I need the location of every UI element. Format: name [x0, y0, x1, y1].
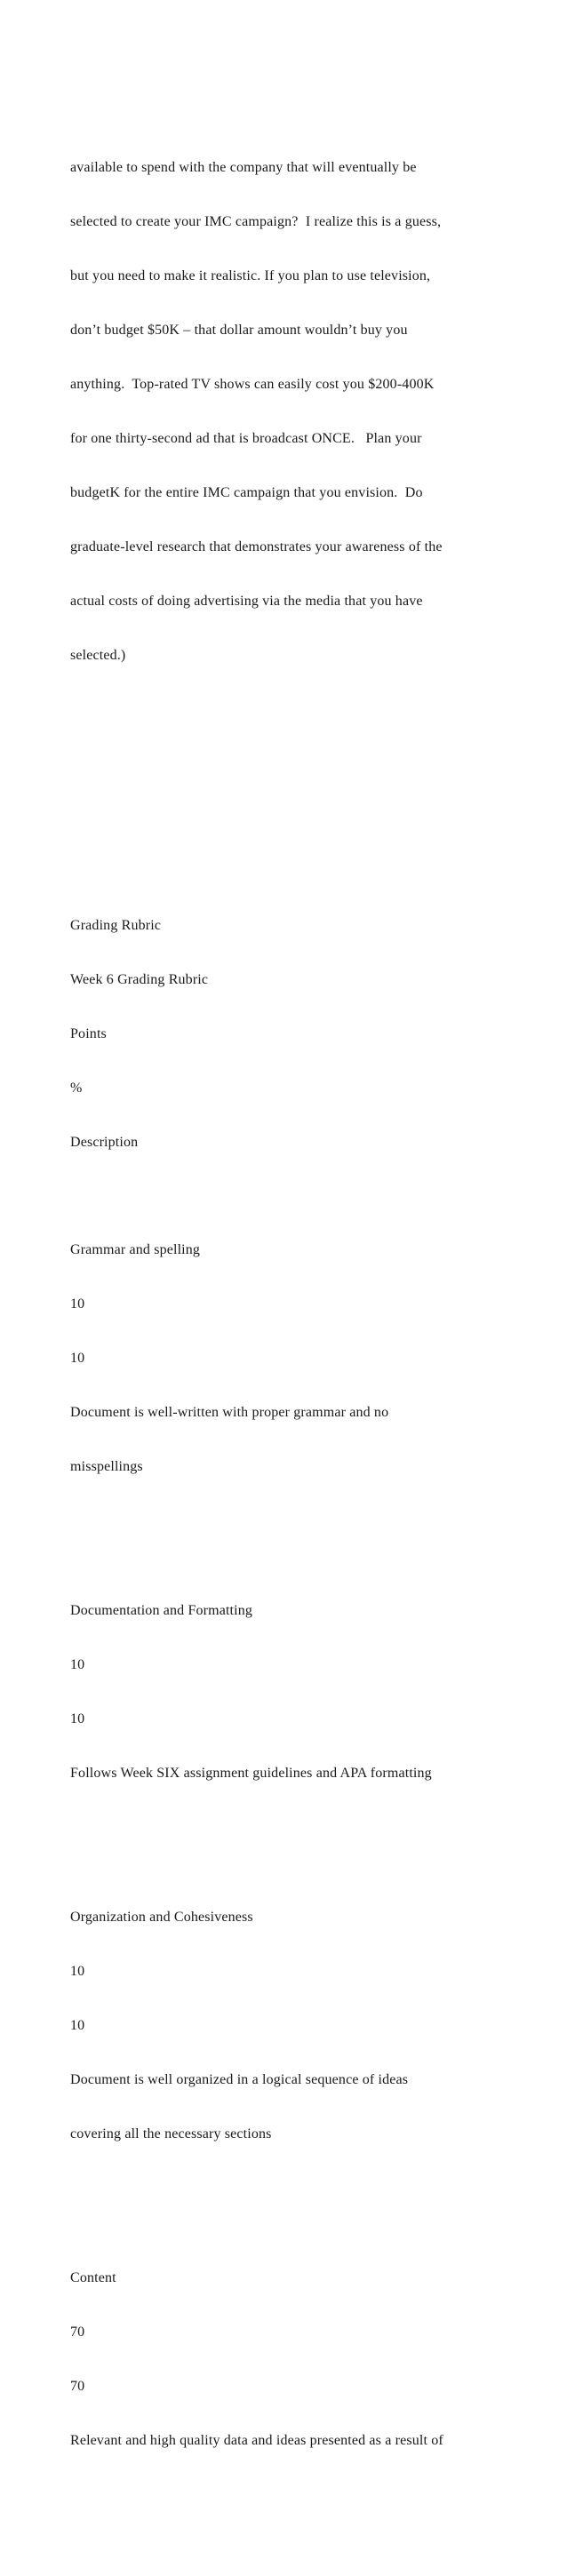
rubric-description: covering all the necessary sections: [70, 2125, 272, 2141]
rubric-description: misspellings: [70, 1458, 143, 1474]
rubric-description: Relevant and high quality data and ideas presented as a result of: [70, 2432, 443, 2448]
paragraph-line: but you need to make it realistic. If you plan to use television,: [70, 268, 431, 284]
paragraph-line: budgetK for the entire IMC campaign that you envision. Do: [70, 484, 423, 500]
rubric-points: 70: [70, 2325, 85, 2341]
paragraph-line: anything. Top-rated TV shows can easily cost you $200-400K: [70, 377, 435, 393]
rubric-row-documentation: [70, 1567, 550, 1819]
rubric-criterion: Documentation and Formatting: [70, 1603, 253, 1619]
grading-rubric: [70, 881, 550, 2522]
paragraph-line: actual costs of doing advertising via the media that you have: [70, 593, 423, 609]
paragraph-line: for one thirty-second ad that is broadcast ONCE. Plan your: [70, 430, 422, 446]
rubric-description: Document is well organized in a logical sequence of ideas: [70, 2071, 409, 2087]
paragraph-line: available to spend with the company that will eventually be: [70, 160, 417, 176]
rubric-points: 10: [70, 1964, 85, 1980]
rubric-percent: 10: [70, 1351, 85, 1367]
paragraph-line: selected to create your IMC campaign? I realize this is a guess,: [70, 214, 442, 230]
paragraph-spacer: [70, 754, 550, 826]
rubric-points: 10: [70, 1657, 85, 1673]
rubric-header-description: Description: [70, 1134, 139, 1150]
rubric-title: Grading Rubric: [70, 917, 162, 933]
rubric-points: 10: [70, 1296, 85, 1312]
rubric-percent: 10: [70, 2018, 85, 2034]
paragraph-line: selected.): [70, 647, 126, 663]
paragraph-line: graduate-level research that demonstrates your awareness of the: [70, 538, 443, 554]
rubric-percent: 10: [70, 1711, 85, 1727]
rubric-header-points: Points: [70, 1025, 107, 1041]
rubric-row-content: [70, 2234, 550, 2486]
rubric-row-grammar: [70, 1206, 550, 1512]
document-body: [70, 69, 550, 2576]
rubric-criterion: Grammar and spelling: [70, 1242, 201, 1258]
rubric-row-organization: [70, 1873, 550, 2180]
paragraph-line: don’t budget $50K – that dollar amount wouldn’t buy you: [70, 323, 408, 339]
rubric-header-percent: %: [70, 1080, 83, 1096]
rubric-description: Document is well-written with proper grammar and no: [70, 1404, 389, 1420]
rubric-criterion: Content: [70, 2270, 116, 2286]
rubric-subtitle: Week 6 Grading Rubric: [70, 971, 209, 987]
rubric-description: Follows Week SIX assignment guidelines and APA formatting: [70, 1765, 432, 1781]
rubric-percent: 70: [70, 2379, 85, 2394]
rubric-criterion: Organization and Cohesiveness: [70, 1910, 253, 1926]
paragraph-budget-instructions: [70, 124, 550, 701]
